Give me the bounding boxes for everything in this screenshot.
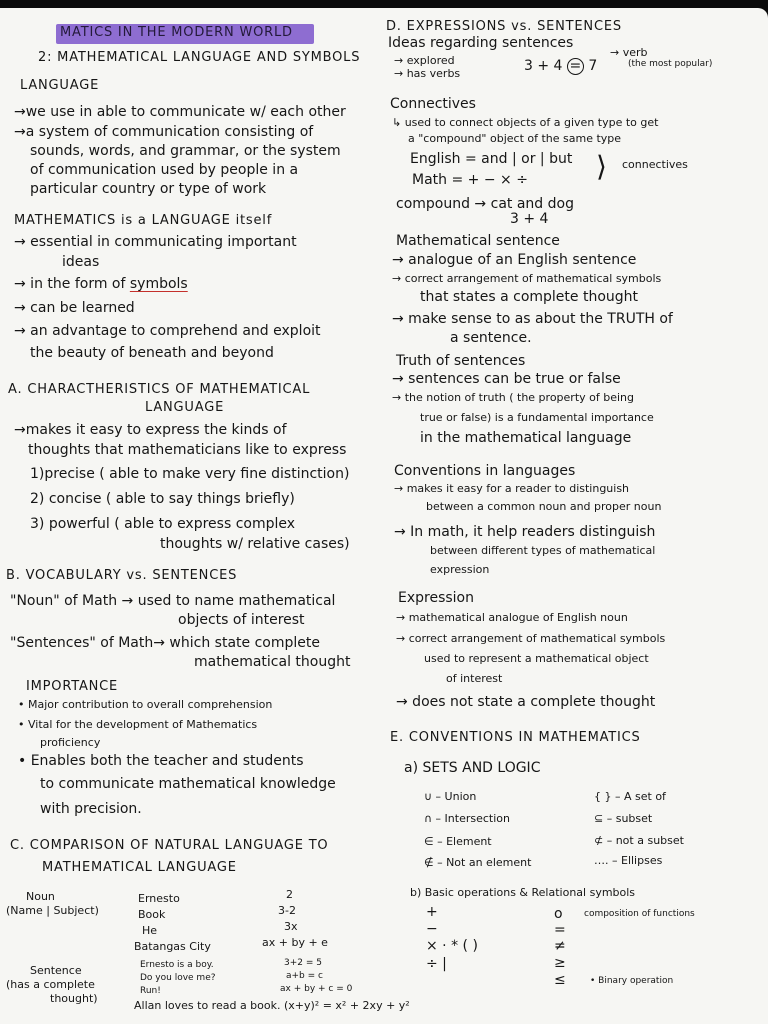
math-sentence-heading: Mathematical sentence — [396, 233, 560, 249]
conventions-line: between a common noun and proper noun — [426, 500, 662, 513]
math-sentence-line: a sentence. — [450, 330, 532, 346]
conventions-line: between different types of mathematical — [430, 544, 656, 557]
math-line: → essential in communicating important — [14, 234, 297, 250]
set-symbol: ⊄ – not a subset — [594, 834, 684, 847]
math-noun-example: ax + by + e — [262, 936, 328, 949]
relational-symbol: ≠ — [554, 938, 566, 954]
math-line: → can be learned — [14, 300, 135, 316]
section-c-heading-2: MATHEMATICAL LANGUAGE — [42, 860, 237, 875]
set-symbol: ∈ – Element — [424, 835, 492, 848]
sets-logic-heading: a) SETS AND LOGIC — [404, 760, 541, 776]
math-noun-example: 3-2 — [278, 904, 296, 917]
noun-example: He — [142, 924, 158, 937]
math-sentence-line: that states a complete thought — [420, 289, 639, 305]
noun-sublabel: (Name | Subject) — [6, 904, 99, 917]
section-b-line: objects of interest — [178, 612, 305, 628]
importance-item: proficiency — [40, 736, 101, 749]
binary-operation-note: • Binary operation — [590, 976, 674, 986]
relational-symbol: = — [554, 922, 566, 938]
conventions-line: expression — [430, 563, 490, 576]
characteristic-item: thoughts w/ relative cases) — [160, 536, 350, 552]
sentence-example: Ernesto is a boy. — [140, 960, 214, 970]
operation-symbol: + — [426, 904, 438, 920]
truth-line: true or false) is a fundamental importance — [420, 411, 654, 424]
circled-equals: = — [567, 58, 584, 75]
operation-symbol: × · * ( ) — [426, 938, 478, 954]
sentence-sublabel: (has a complete — [6, 978, 95, 991]
math-heading: MATHEMATICS is a LANGUAGE itself — [14, 213, 273, 228]
language-line: sounds, words, and grammar, or the system — [30, 143, 341, 159]
math-sentence-example: a+b = c — [286, 971, 323, 981]
importance-item: • Enables both the teacher and students — [18, 753, 304, 769]
set-symbol: ∉ – Not an element — [424, 856, 532, 869]
verb-label: → verb — [610, 46, 648, 59]
brace-icon: ⟩ — [596, 150, 607, 183]
set-symbol: ⊆ – subset — [594, 812, 653, 825]
operations-heading: b) Basic operations & Relational symbols — [410, 886, 636, 899]
noun-example: Batangas City — [134, 940, 211, 953]
truth-line: in the mathematical language — [420, 430, 632, 446]
conventions-line: → makes it easy for a reader to distinguish — [394, 482, 630, 495]
section-a-heading-2: LANGUAGE — [145, 400, 225, 415]
relational-symbol: o — [554, 906, 563, 922]
sentence-example: Do you love me? — [140, 973, 216, 983]
connectives-line: ↳ used to connect objects of a given type to get — [392, 116, 659, 129]
verb-note: (the most popular) — [628, 59, 713, 69]
compound-line-2: 3 + 4 — [510, 211, 549, 227]
language-heading: LANGUAGE — [20, 78, 100, 93]
set-symbol: ∪ – Union — [424, 790, 477, 803]
notes-sheet — [0, 8, 768, 1024]
connectives-english: English = and | or | but — [410, 151, 573, 167]
composition-note: composition of functions — [584, 909, 695, 919]
expression-line: → mathematical analogue of English noun — [396, 611, 628, 624]
math-line: ideas — [62, 254, 100, 270]
importance-item: • Vital for the development of Mathematics — [18, 718, 258, 731]
sentence-label: Sentence — [30, 964, 82, 977]
truth-line: → the notion of truth ( the property of being — [392, 391, 634, 404]
section-b-heading: B. VOCABULARY vs. SENTENCES — [6, 568, 238, 583]
section-d-heading: D. EXPRESSIONS vs. SENTENCES — [386, 19, 622, 34]
importance-item: with precision. — [40, 801, 142, 817]
language-line: →a system of communication consisting of — [14, 124, 314, 140]
section-a-line: thoughts that mathematicians like to express — [28, 442, 347, 458]
language-line: of communication used by people in a — [30, 162, 299, 178]
section-e-heading: E. CONVENTIONS IN MATHEMATICS — [390, 730, 641, 745]
importance-item: to communicate mathematical knowledge — [40, 776, 336, 792]
section-b-line: "Noun" of Math → used to name mathematical — [10, 593, 336, 609]
expression-heading: Expression — [398, 590, 474, 606]
compound-line: compound → cat and dog — [396, 196, 574, 212]
lesson-title: 2: MATHEMATICAL LANGUAGE AND SYMBOLS — [38, 50, 361, 65]
math-sentence-example: ax + by + c = 0 — [280, 984, 353, 994]
truth-line: → sentences can be true or false — [392, 371, 621, 387]
section-a-line: →makes it easy to express the kinds of — [14, 422, 287, 438]
conventions-line: → In math, it help readers distinguish — [394, 524, 656, 540]
importance-heading: IMPORTANCE — [26, 679, 119, 694]
math-line: → in the form of symbols — [14, 276, 188, 292]
ideas-item: → explored — [394, 54, 455, 67]
sentence-sublabel: thought) — [50, 992, 98, 1005]
expression-line: of interest — [446, 672, 503, 685]
conventions-heading: Conventions in languages — [394, 463, 576, 479]
expression-line: used to represent a mathematical object — [424, 652, 649, 665]
expression-line: → does not state a complete thought — [396, 694, 656, 710]
course-title: MATICS IN THE MODERN WORLD — [60, 25, 293, 40]
math-sentence-line: → correct arrangement of mathematical symbols — [392, 272, 662, 285]
set-symbol: …. – Ellipses — [594, 854, 663, 867]
noun-example: Book — [138, 908, 166, 921]
equation-example: 3 + 4 = 7 — [524, 58, 598, 74]
math-sentence-example: 3+2 = 5 — [284, 958, 322, 968]
relational-symbol: ≥ — [554, 955, 566, 971]
language-line: →we use in able to communicate w/ each other — [14, 104, 346, 120]
ideas-item: → has verbs — [394, 67, 461, 80]
set-symbol: ∩ – Intersection — [424, 812, 510, 825]
characteristic-item: 2) concise ( able to say things briefly) — [30, 491, 295, 507]
connectives-math: Math = + − × ÷ — [412, 172, 528, 188]
comparison-last-line: Allan loves to read a book. (x+y)² = x² + 2xy + y² — [134, 999, 410, 1012]
symbols-underlined: symbols — [129, 276, 188, 292]
math-sentence-line: → analogue of an English sentence — [392, 252, 637, 268]
characteristic-item: 1)precise ( able to make very fine distinction) — [30, 466, 350, 482]
importance-item: • Major contribution to overall comprehension — [18, 698, 273, 711]
expression-line: → correct arrangement of mathematical symbols — [396, 632, 666, 645]
section-a-heading: A. CHARACTHERISTICS OF MATHEMATICAL — [8, 382, 311, 397]
noun-label: Noun — [26, 890, 55, 903]
characteristic-item: 3) powerful ( able to express complex — [30, 516, 296, 532]
set-symbol: { } – A set of — [594, 790, 666, 803]
math-line: the beauty of beneath and beyond — [30, 345, 274, 361]
noun-example: Ernesto — [138, 892, 180, 905]
math-line: → an advantage to comprehend and exploit — [14, 323, 321, 339]
operation-symbol: − — [426, 921, 438, 937]
operation-symbol: ÷ | — [426, 956, 447, 972]
connectives-label: connectives — [622, 158, 688, 171]
ideas-line: Ideas regarding sentences — [388, 35, 574, 51]
section-b-line: "Sentences" of Math→ which state complete — [10, 635, 320, 651]
sentence-example: Run! — [140, 986, 161, 996]
connectives-heading: Connectives — [390, 96, 476, 112]
math-sentence-line: → make sense to as about the TRUTH of — [392, 311, 673, 327]
connectives-line: a "compound" object of the same type — [408, 132, 622, 145]
language-line: particular country or type of work — [30, 181, 267, 197]
section-c-heading: C. COMPARISON OF NATURAL LANGUAGE TO — [10, 838, 329, 853]
section-b-line: mathematical thought — [194, 654, 351, 670]
math-noun-example: 3x — [284, 920, 298, 933]
truth-heading: Truth of sentences — [396, 353, 526, 369]
relational-symbol: ≤ — [554, 972, 566, 988]
math-noun-example: 2 — [286, 888, 293, 901]
